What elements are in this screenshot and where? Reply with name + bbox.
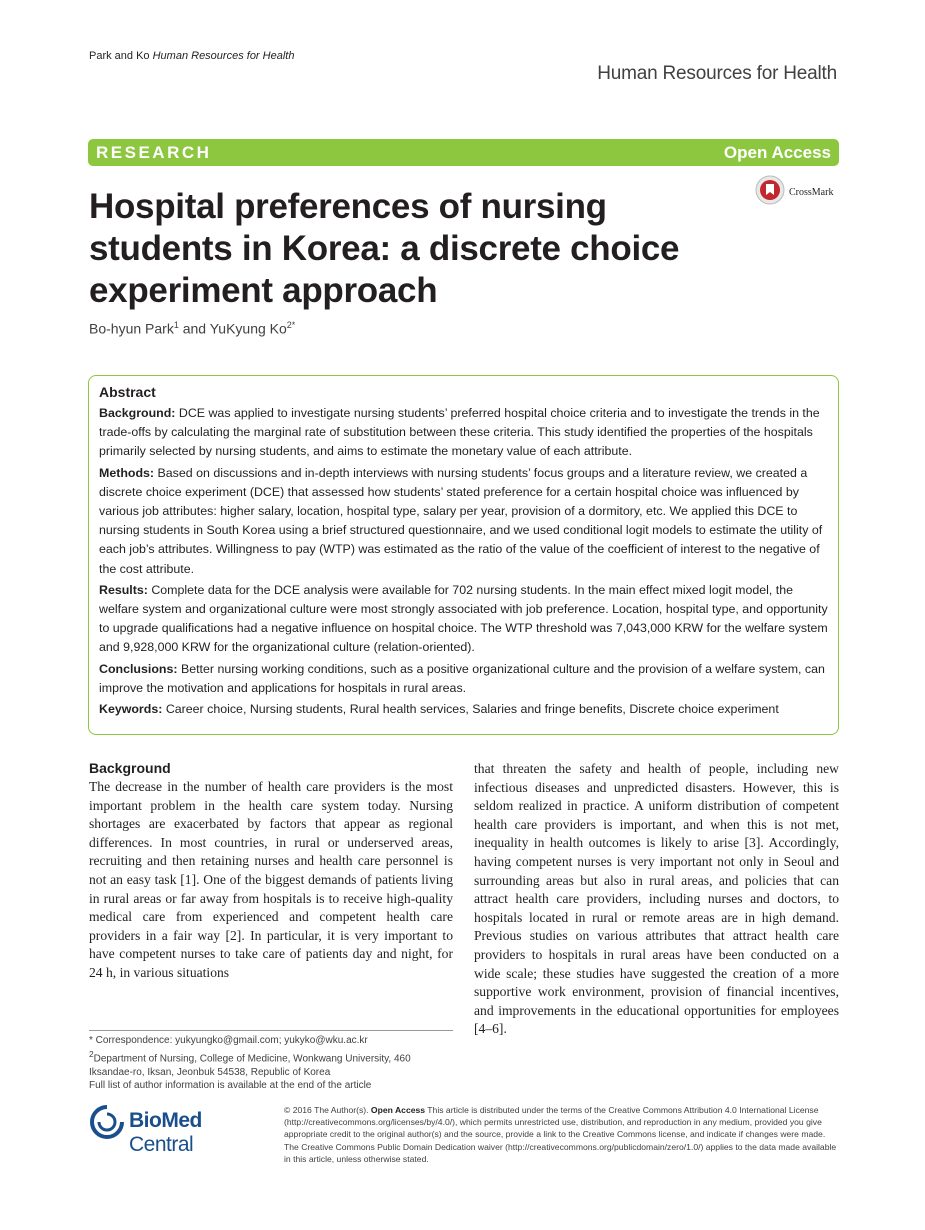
abstract-results-label: Results: (99, 582, 148, 597)
article-type-label: RESEARCH (96, 143, 212, 162)
abstract-background (99, 404, 828, 462)
abstract-box (88, 375, 839, 735)
abstract-methods (99, 464, 828, 579)
author-separator: and (178, 320, 210, 337)
author-affiliation-marker: 1 (173, 320, 179, 330)
abstract-methods-text: Based on discussions and in-depth interviews with nursing students’ focus groups and a literature review, we created a discrete choice experiment (DCE) that assessed how students’ stated preference for a certain hospital choice was influenced by various job attributes: higher salary, location, hospital type, salary per year, provision of a dormitory, etc. We applied this DCE to nursing students in South Korea using a brief structured questionnaire, and we used conditional logit models to estimate the utility of each job’s attributes. Willingness to pay (WTP) was estimated as the ratio of the value of the coefficient of interest to the negative of the cost attribute. (99, 465, 823, 576)
author-info-note: Full list of author information is available at the end of the article (89, 1080, 372, 1092)
open-access-label: Open Access (723, 143, 831, 162)
affiliation-text: Department of Nursing, College of Medicine, Wonkwang University, 460 Iksandae-ro, Iksan, Jeonbuk 54538, Republic of Korea (89, 1053, 411, 1078)
author-name[interactable]: Bo-hyun Park (89, 320, 174, 337)
footnote (89, 1034, 453, 1093)
body-paragraph: The decrease in the number of health care providers is the most important problem in the health care system today. Nursing shortages are exacerbated by factors that appear as regional differences. In most countries, in rural or underserved areas, recruiting and then retaining nurses and health care personnel is not an easy task [1]. One of the biggest demands of patients living in rural areas or far away from hospitals is to receive high-quality medical care from experienced and competent health care providers in a fair way [2]. In particular, it is very important to have competent nurses to take care of patients day and night, for 24 h, in various situations (89, 779, 453, 980)
abstract-results (99, 581, 828, 658)
biomed-central-wordmark (129, 1109, 264, 1157)
author-name[interactable]: YuKyung Ko (209, 320, 287, 337)
biomed-wordmark-bold: BioMed (129, 1109, 202, 1132)
running-head-authors: Park and Ko (89, 50, 150, 62)
abstract-keywords-text: Career choice, Nursing students, Rural health services, Salaries and fringe benefits, Discrete choice experiment (165, 702, 779, 717)
abstract-keywords (99, 700, 828, 719)
body-paragraph: that threaten the safety and health of people, including new infectious diseases and unpredicted disasters. However, this is seldom realized in practice. A uniform distribution of competent health care providers is important, and when this is not met, inequality in health outcomes is likely to arise [3]. Accordingly, having competent nurses is very important not only in Seoul and surrounding areas but also in rural areas, and policies that can attract health care providers, including nurses and doctors, to hospitals located in rural or remote areas are in high demand. Previous studies on various attributes that attract health care providers to hospitals in rural areas have been conducted on a wide scale; these studies have suggested the creation of a more supportive work environment, provision of financial incentives, and improvements in the educational opportunities for employees [4–6]. (474, 761, 839, 1037)
abstract-heading: Abstract (99, 384, 156, 400)
license-text: This article is distributed under the terms of the Creative Commons Attribution 4.0 International License (http://creativecommons.org/licenses/by/4.0/), which permits unrestricted use, distribution, and reproduction in any medium, provided you give appropriate credit to the original author(s) and the source, provide a link to the Creative Commons license, and indicate if changes were made. The Creative Commons Public Domain Dedication waiver (http://creativecommons.org/publicdomain/zero/1.0/) applies to the data made available in this article, unless otherwise stated. (284, 1105, 837, 1164)
correspondence-line[interactable]: * Correspondence: yukyungko@gmail.com; yukyko@wku.ac.kr (89, 1035, 368, 1046)
author-affiliation-marker: 2* (286, 320, 296, 330)
license-statement (284, 1104, 840, 1165)
abstract-background-text: DCE was applied to investigate nursing students’ preferred hospital choice criteria and to investigate the trends in the trade-offs by calculating the marginal rate of substitution between these criteria. This study identified the properties of the hospitals primarily selected by nursing students, and aims to estimate the monetary value of each attribute. (99, 406, 820, 459)
journal-name: Human Resources for Health (597, 63, 837, 84)
open-access-tag: Open Access (370, 1105, 426, 1115)
crossmark-badge[interactable] (755, 175, 865, 209)
affiliation-line (89, 1048, 453, 1080)
affiliation-marker: 2 (89, 1048, 94, 1059)
body-column-left (89, 760, 453, 983)
abstract-conclusions-text: Better nursing working conditions, such as a positive organizational culture and the provision of a welfare system, can improve the motivation and applications for hospitals in rural areas. (99, 661, 825, 695)
author-list (89, 320, 295, 337)
article-title: Hospital preferences of nursing students in Korea: a discrete choice experiment approach (89, 187, 680, 310)
central-wordmark: Central (129, 1133, 194, 1156)
abstract-methods-label: Methods: (99, 465, 155, 480)
abstract-keywords-label: Keywords: (99, 702, 163, 717)
running-head-journal: Human Resources for Health (152, 50, 295, 62)
crossmark-label: CrossMark (789, 187, 834, 198)
body-column-right (474, 760, 839, 1039)
crossmark-icon (755, 175, 785, 205)
abstract-conclusions-label: Conclusions: (99, 661, 178, 676)
biomed-central-logo-icon (89, 1104, 125, 1140)
abstract-background-label: Background: (99, 406, 176, 420)
section-heading-background: Background (89, 760, 171, 776)
running-head (89, 50, 294, 62)
footnote-divider (89, 1030, 453, 1031)
copyright-text: © 2016 The Author(s). (284, 1105, 369, 1115)
abstract-results-text: Complete data for the DCE analysis were available for 702 nursing students. In the main effect mixed logit model, the welfare system and organizational culture were most strongly associated with job preference. Location, hospital type, and opportunity to upgrade qualifications had a negative influence on hospital choice. The WTP threshold was 7,043,000 KRW for the welfare system and 9,928,000 KRW for the organizational culture (relation-oriented). (99, 582, 828, 655)
article-type-banner (88, 139, 839, 166)
biomed-central-logo[interactable] (89, 1104, 264, 1156)
abstract-conclusions (99, 660, 828, 698)
